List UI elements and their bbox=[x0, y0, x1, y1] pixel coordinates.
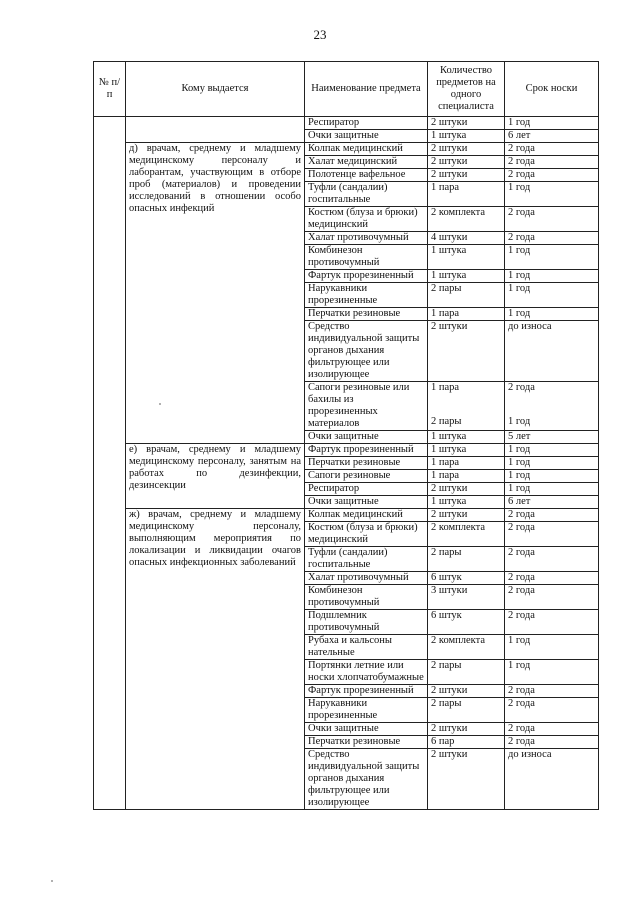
quantity-value-alt: 2 пары bbox=[431, 416, 462, 427]
item-cell: Средство индивидуальной защиты органов дыхания фильтрующее или изолирующее bbox=[305, 749, 428, 810]
item-cell: Портянки летние или носки хлопчатобумажные bbox=[305, 660, 428, 685]
item-cell: Нарукавники прорезиненные bbox=[305, 283, 428, 308]
term-cell: 1 год bbox=[505, 182, 599, 207]
quantity-cell: 2 штуки bbox=[428, 509, 505, 522]
term-cell: 6 лет bbox=[505, 496, 599, 509]
item-cell: Нарукавники прорезиненные bbox=[305, 698, 428, 723]
term-cell: 2 года bbox=[505, 232, 599, 245]
term-cell: 1 год bbox=[505, 470, 599, 483]
term-cell: 2 года bbox=[505, 143, 599, 156]
item-cell: Сапоги резиновые bbox=[305, 470, 428, 483]
quantity-cell: 1 штука bbox=[428, 496, 505, 509]
term-cell: 2 года bbox=[505, 685, 599, 698]
term-cell: 2 года bbox=[505, 698, 599, 723]
term-cell: 2 года bbox=[505, 509, 599, 522]
item-cell: Халат противочумный bbox=[305, 572, 428, 585]
quantity-cell: 6 штук bbox=[428, 610, 505, 635]
term-cell: 2 года bbox=[505, 572, 599, 585]
term-cell: до износа bbox=[505, 321, 599, 382]
recipient-cell bbox=[126, 117, 305, 143]
quantity-cell: 1 штука bbox=[428, 245, 505, 270]
item-cell: Колпак медицинский bbox=[305, 143, 428, 156]
term-cell: 2 года bbox=[505, 585, 599, 610]
term-cell: 1 год bbox=[505, 635, 599, 660]
item-cell: Халат медицинский bbox=[305, 156, 428, 169]
quantity-cell: 2 штуки bbox=[428, 483, 505, 496]
term-cell: 1 год bbox=[505, 660, 599, 685]
quantity-cell: 2 пары bbox=[428, 547, 505, 572]
term-cell: 2 года bbox=[505, 169, 599, 182]
item-cell: Фартук прорезиненный bbox=[305, 685, 428, 698]
table-row bbox=[94, 444, 599, 457]
term-value: 2 года bbox=[508, 382, 535, 393]
term-cell bbox=[505, 382, 599, 431]
header-recipient: Кому выдается bbox=[126, 62, 305, 117]
term-cell: 1 год bbox=[505, 308, 599, 321]
quantity-cell: 2 комплекта bbox=[428, 207, 505, 232]
term-cell: 1 год bbox=[505, 117, 599, 130]
quantity-cell: 1 пара bbox=[428, 457, 505, 470]
term-value-alt: 1 год bbox=[508, 416, 531, 427]
term-cell: 2 года bbox=[505, 207, 599, 232]
header-quantity: Количество предметов на одного специалиста bbox=[428, 62, 505, 117]
quantity-cell: 1 пара bbox=[428, 308, 505, 321]
quantity-cell: 2 штуки bbox=[428, 156, 505, 169]
term-cell: 2 года bbox=[505, 723, 599, 736]
quantity-value: 1 пара bbox=[431, 382, 460, 393]
recipient-cell: е) врачам, среднему и младшему медицинскому персоналу, занятым на работах по дезинфекции, дезинсекции bbox=[126, 444, 305, 509]
scan-speck bbox=[51, 880, 53, 882]
header-item-name: Наименование предмета bbox=[305, 62, 428, 117]
item-cell: Фартук прорезиненный bbox=[305, 444, 428, 457]
quantity-cell: 1 штука bbox=[428, 431, 505, 444]
term-cell: 1 год bbox=[505, 483, 599, 496]
item-cell: Очки защитные bbox=[305, 723, 428, 736]
term-cell: 6 лет bbox=[505, 130, 599, 143]
quantity-cell: 2 комплекта bbox=[428, 635, 505, 660]
quantity-cell: 2 пары bbox=[428, 698, 505, 723]
quantity-cell: 2 пары bbox=[428, 283, 505, 308]
item-cell: Полотенце вафельное bbox=[305, 169, 428, 182]
quantity-cell: 6 штук bbox=[428, 572, 505, 585]
term-cell: 2 года bbox=[505, 547, 599, 572]
quantity-cell: 2 пары bbox=[428, 660, 505, 685]
quantity-cell: 2 штуки bbox=[428, 685, 505, 698]
quantity-cell: 1 штука bbox=[428, 130, 505, 143]
item-cell: Рубаха и кальсоны нательные bbox=[305, 635, 428, 660]
header-wear-term: Срок носки bbox=[505, 62, 599, 117]
recipient-cell: ж) врачам, среднему и младшему медицинскому персоналу, выполняющим мероприятия по локализации и ликвидации очагов опасных инфекционных заболеваний bbox=[126, 509, 305, 810]
term-cell: 2 года bbox=[505, 156, 599, 169]
item-cell: Очки защитные bbox=[305, 431, 428, 444]
table-row bbox=[94, 509, 599, 522]
quantity-cell: 6 пар bbox=[428, 736, 505, 749]
quantity-cell: 2 штуки bbox=[428, 169, 505, 182]
item-cell: Перчатки резиновые bbox=[305, 457, 428, 470]
item-cell: Респиратор bbox=[305, 117, 428, 130]
quantity-cell: 4 штуки bbox=[428, 232, 505, 245]
item-cell: Костюм (блуза и брюки) медицинский bbox=[305, 207, 428, 232]
term-cell: 1 год bbox=[505, 457, 599, 470]
item-cell: Колпак медицинский bbox=[305, 509, 428, 522]
item-cell: Перчатки резиновые bbox=[305, 308, 428, 321]
table-header-row bbox=[94, 62, 599, 117]
quantity-cell: 2 штуки bbox=[428, 143, 505, 156]
quantity-cell: 1 пара bbox=[428, 182, 505, 207]
quantity-cell: 2 штуки bbox=[428, 749, 505, 810]
item-cell: Очки защитные bbox=[305, 130, 428, 143]
item-cell: Очки защитные bbox=[305, 496, 428, 509]
header-number: № п/п bbox=[94, 62, 126, 117]
term-cell: 1 год bbox=[505, 444, 599, 457]
term-cell: 2 года bbox=[505, 736, 599, 749]
quantity-cell: 2 комплекта bbox=[428, 522, 505, 547]
quantity-cell: 1 штука bbox=[428, 444, 505, 457]
scan-speck bbox=[159, 403, 161, 405]
table-row bbox=[94, 117, 599, 130]
term-cell: 2 года bbox=[505, 522, 599, 547]
quantity-cell: 2 штуки bbox=[428, 117, 505, 130]
term-cell: до износа bbox=[505, 749, 599, 810]
term-cell: 1 год bbox=[505, 245, 599, 270]
ppe-issuance-table bbox=[93, 61, 599, 810]
recipient-cell: д) врачам, среднему и младшему медицинскому персоналу и лаборантам, участвующим в отборе проб (материалов) и проведении исследований в отношении особо опасных инфекций bbox=[126, 143, 305, 444]
quantity-cell bbox=[428, 382, 505, 431]
item-cell: Респиратор bbox=[305, 483, 428, 496]
page-number: 23 bbox=[313, 27, 327, 42]
item-cell: Подшлемник противочумный bbox=[305, 610, 428, 635]
term-cell: 5 лет bbox=[505, 431, 599, 444]
term-cell: 2 года bbox=[505, 610, 599, 635]
item-cell: Сапоги резиновые или бахилы из прорезиненных материалов bbox=[305, 382, 428, 431]
term-cell: 1 год bbox=[505, 283, 599, 308]
quantity-cell: 2 штуки bbox=[428, 723, 505, 736]
quantity-cell: 3 штуки bbox=[428, 585, 505, 610]
item-cell: Халат противочумный bbox=[305, 232, 428, 245]
quantity-cell: 1 штука bbox=[428, 270, 505, 283]
item-cell: Комбинезон противочумный bbox=[305, 245, 428, 270]
item-cell: Костюм (блуза и брюки) медицинский bbox=[305, 522, 428, 547]
item-cell: Фартук прорезиненный bbox=[305, 270, 428, 283]
table-row bbox=[94, 143, 599, 156]
item-cell: Комбинезон противочумный bbox=[305, 585, 428, 610]
item-cell: Туфли (сандалии) госпитальные bbox=[305, 547, 428, 572]
item-cell: Перчатки резиновые bbox=[305, 736, 428, 749]
term-cell: 1 год bbox=[505, 270, 599, 283]
item-cell: Туфли (сандалии) госпитальные bbox=[305, 182, 428, 207]
quantity-cell: 2 штуки bbox=[428, 321, 505, 382]
item-cell: Средство индивидуальной защиты органов дыхания фильтрующее или изолирующее bbox=[305, 321, 428, 382]
row-number-cell bbox=[94, 117, 126, 810]
quantity-cell: 1 пара bbox=[428, 470, 505, 483]
